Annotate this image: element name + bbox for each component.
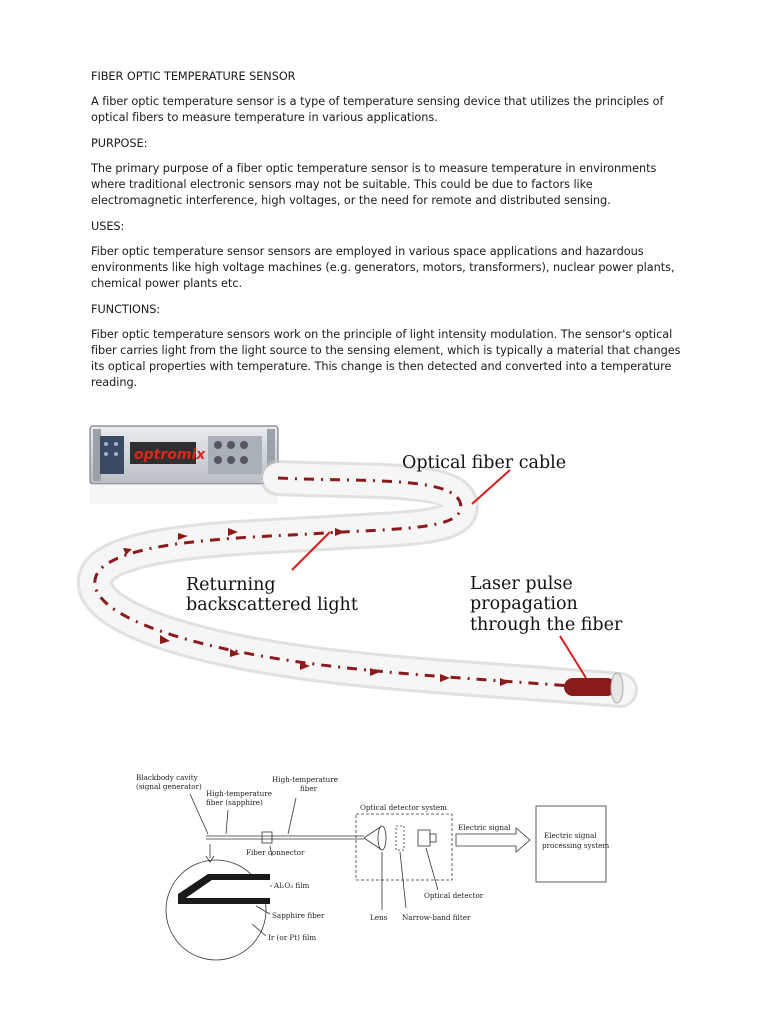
label-al2o3-film: Al₂O₃ film <box>274 881 310 890</box>
device-logo: optromix <box>134 447 206 463</box>
uses-heading: USES: <box>91 220 125 233</box>
label-through-fiber: through the fiber <box>470 615 623 635</box>
label-propagation: propagation <box>470 594 578 614</box>
uses-paragraph: Fiber optic temperature sensor sensors are employed in various space applications and hazardous environments like high voltage machines (e.g. generators, motors, transformers), nuclear power plants, chemical power plants etc. <box>91 245 675 290</box>
label-backscattered-light: backscattered light <box>186 595 358 615</box>
optromix-device <box>90 426 278 504</box>
label-optical-detector: Optical detector <box>424 891 484 900</box>
document-body <box>91 69 681 401</box>
functions-heading: FUNCTIONS: <box>91 303 161 316</box>
label-signal-generator: (signal generator) <box>136 782 202 791</box>
label-ir-pt-film: Ir (or Pt) film <box>268 933 317 942</box>
functions-paragraph: Fiber optic temperature sensors work on the principle of light intensity modulation. The sensor's optical fiber carries light from the light source to the sensing element, which is typically a material that changes its optical properties with temperature. This change is then detected and converted into a temperature reading. <box>91 328 681 389</box>
label-lens: Lens <box>370 913 388 922</box>
label-narrow-band-filter: Narrow-band filter <box>402 913 471 922</box>
label-electric-signal: Electric signal <box>458 823 511 832</box>
label-returning: Returning <box>186 575 276 595</box>
fiber-connector-box <box>262 832 272 843</box>
label-esps-2: processing system <box>542 841 610 850</box>
fiber-cable-figure <box>60 412 660 732</box>
filter-shape <box>396 826 404 850</box>
cable-pointer <box>472 470 510 504</box>
label-optical-fiber-cable: Optical fiber cable <box>402 453 567 473</box>
label-optical-detector-system: Optical detector system <box>360 803 447 812</box>
intro-paragraph: A fiber optic temperature sensor is a type of temperature sensing device that utilizes the principles of optical fibers to measure temperature in various applications. <box>91 95 664 124</box>
label-ht-fiber-sapphire-2: fiber (sapphire) <box>206 798 263 807</box>
lens-shape <box>378 826 386 850</box>
purpose-heading: PURPOSE: <box>91 137 148 150</box>
document-title: FIBER OPTIC TEMPERATURE SENSOR <box>91 70 296 83</box>
label-fiber-connector: Fiber connector <box>246 848 305 857</box>
purpose-paragraph: The primary purpose of a fiber optic temperature sensor is to measure temperature in environments where traditional electronic sensors may not be suitable. This could be due to factors like electromagnetic interference, high voltages, or the need for remote and distributed sensing. <box>91 162 657 207</box>
fiber-end <box>611 673 623 703</box>
label-blackbody-cavity: Blackbody cavity <box>136 773 198 782</box>
label-laser-pulse: Laser pulse <box>470 574 573 594</box>
laser-pulse <box>564 678 616 696</box>
sapphire-fiber-detail <box>178 874 270 904</box>
label-ht-fiber-sapphire-1: High-temperature <box>206 789 272 798</box>
label-ht-fiber-2: fiber <box>300 784 318 793</box>
sensor-schematic-figure <box>120 760 620 970</box>
label-ht-fiber-1: High-temperature <box>272 775 338 784</box>
detector-shape <box>418 830 430 846</box>
label-sapphire-fiber: Sapphire fiber <box>272 911 325 920</box>
label-esps-1: Electric signal <box>544 831 597 840</box>
